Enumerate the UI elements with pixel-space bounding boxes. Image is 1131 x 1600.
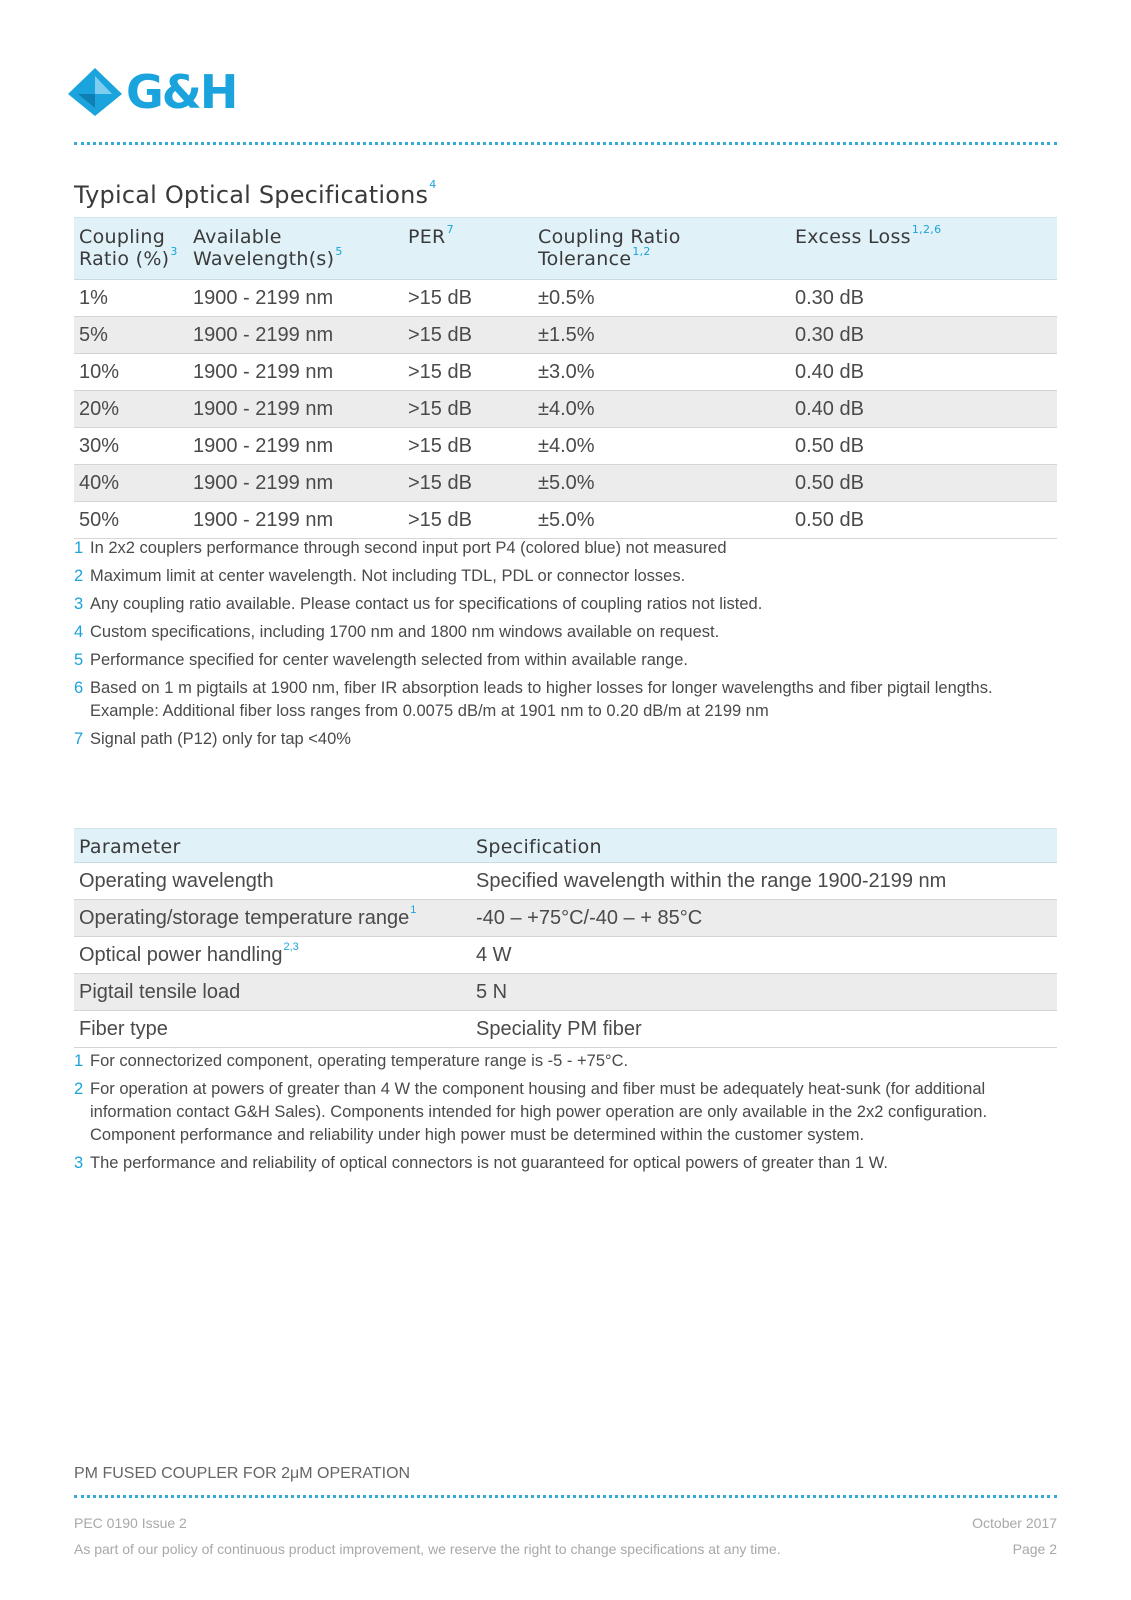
table-row [74,317,1057,354]
table-cell: ±4.0% [533,428,790,465]
table-cell: 40% [74,465,188,502]
footnote-item [74,593,1064,616]
table-cell: 0.40 dB [790,354,1057,391]
table-cell: 5% [74,317,188,354]
footer-product-title: PM FUSED COUPLER FOR 2μM OPERATION [74,1465,411,1482]
footnote-text: Performance specified for center wavelength selected from within available range. [90,651,688,669]
table-row [74,428,1057,465]
parameter-label: Fiber type [79,1017,168,1040]
footnote-number: 2 [74,567,84,585]
footnote-ref: 1 [410,903,417,916]
footnote-text: Custom specifications, including 1700 nm and 1800 nm windows available on request. [90,623,720,641]
footnote-item [74,621,1064,644]
footnote-number: 7 [74,730,84,748]
table-row [74,900,1057,937]
table-row [74,502,1057,539]
diamond-logo-icon [66,66,124,118]
footnote-text: Signal path (P12) only for tap <40% [90,730,351,748]
parameter-footnotes [74,1050,1064,1180]
footnote-text: Based on 1 m pigtails at 1900 nm, fiber IR absorption leads to higher losses for longer wavelengths and fiber pigtail lengths. Example: Additional fiber loss ranges from 0.0075 dB/m at 1901 nm to 0.20 dB/m at 2199 nm [90,679,993,720]
optical-specs-table [74,217,1057,539]
table-cell: >15 dB [403,502,533,539]
table-cell: >15 dB [403,354,533,391]
column-header-tolerance: Coupling Ratio Tolerance$^{1,2}$ [533,218,790,280]
parameter-cell [74,1011,471,1048]
table-cell: ±5.0% [533,465,790,502]
column-header-excess-loss: Excess Loss$^{1,2,6}$ [790,218,1057,280]
table-cell: 1% [74,280,188,317]
specification-cell: Specified wavelength within the range 1900-2199 nm [471,863,1057,900]
table-header-row [74,218,1057,280]
table-cell: >15 dB [403,428,533,465]
table-cell: 1900 - 2199 nm [188,428,403,465]
page-number: Page 2 [1012,1541,1057,1557]
table-cell: 30% [74,428,188,465]
table-cell: >15 dB [403,317,533,354]
table-cell: 50% [74,502,188,539]
table-row [74,863,1057,900]
table-row [74,391,1057,428]
table-row [74,354,1057,391]
company-logo [66,66,236,118]
footnote-number: 5 [74,651,84,669]
parameter-cell [74,937,471,974]
footnote-item [74,1078,1064,1147]
footnote-text: The performance and reliability of optical connectors is not guaranteed for optical powers of greater than 1 W. [90,1154,888,1172]
header-divider [74,142,1057,145]
column-header-coupling-ratio: Coupling Ratio (%)$^3$ [74,218,188,280]
footnote-number: 1 [74,539,84,557]
footnote-number: 3 [74,595,84,613]
specification-cell: Speciality PM fiber [471,1011,1057,1048]
table-cell: 0.50 dB [790,465,1057,502]
table-cell: >15 dB [403,465,533,502]
footer-left [74,1510,781,1562]
footnote-number: 1 [74,1052,84,1070]
table-row [74,974,1057,1011]
footnote-text: Maximum limit at center wavelength. Not including TDL, PDL or connector losses. [90,567,686,585]
footnote-text: Any coupling ratio available. Please contact us for specifications of coupling ratios not listed. [90,595,763,613]
footer-divider [74,1495,1057,1498]
specs-footnotes [74,537,1064,756]
column-header-wavelength: Available $Wavelength(s)^5$ [188,218,403,280]
parameter-label: Operating wavelength [79,869,274,892]
document-id: PEC 0190 Issue 2 [74,1515,187,1531]
specification-cell: 4 W [471,937,1057,974]
table-cell: >15 dB [403,280,533,317]
footnote-item [74,537,1064,560]
parameter-label: Pigtail tensile load [79,980,241,1003]
parameter-cell [74,863,471,900]
table-cell: 20% [74,391,188,428]
table-cell: 1900 - 2199 nm [188,354,403,391]
logo-text: G&H [126,65,237,119]
footnote-text: For connectorized component, operating temperature range is -5 - +75°C. [90,1052,629,1070]
table-cell: 1900 - 2199 nm [188,280,403,317]
footnote-number: 4 [74,623,84,641]
footnote-item [74,728,1064,751]
table-cell: 0.50 dB [790,428,1057,465]
footnote-item [74,565,1064,588]
disclaimer: As part of our policy of continuous product improvement, we reserve the right to change specifications at any time. [74,1541,781,1557]
column-header-specification: Specification [471,829,1057,863]
table-cell: 0.40 dB [790,391,1057,428]
table-header-row [74,829,1057,863]
footnote-text: For operation at powers of greater than 4 W the component housing and fiber must be adequately heat-sunk (for additional information contact G&H Sales). Components intended for high power operation are only available in the 2x2 configuration. Component performance and reliability under high power must be determined within the customer system. [90,1080,988,1144]
section-title: Typical Optical Specifications$^4$ [74,178,437,209]
table-cell: 1900 - 2199 nm [188,465,403,502]
table-cell: 1900 - 2199 nm [188,317,403,354]
specification-cell: -40 – +75°C/-40 – + 85°C [471,900,1057,937]
table-cell: ±1.5% [533,317,790,354]
table-row [74,280,1057,317]
table-row [74,1011,1057,1048]
footer-right [972,1510,1057,1562]
column-header-per: PER$^7$ [403,218,533,280]
specification-cell: 5 N [471,974,1057,1011]
parameter-label: Optical power handling [79,943,283,966]
table-cell: 0.30 dB [790,317,1057,354]
table-cell: ±4.0% [533,391,790,428]
table-cell: 1900 - 2199 nm [188,391,403,428]
table-cell: ±5.0% [533,502,790,539]
parameter-cell [74,900,471,937]
table-row [74,937,1057,974]
table-cell: ±0.5% [533,280,790,317]
footnote-item [74,1050,1064,1073]
footnote-item [74,677,1064,723]
footnote-item [74,649,1064,672]
table-cell: 10% [74,354,188,391]
table-cell: 0.30 dB [790,280,1057,317]
footnote-text: In 2x2 couplers performance through second input port P4 (colored blue) not measured [90,539,727,557]
footnote-item [74,1152,1064,1175]
footnote-number: 2 [74,1080,84,1098]
table-cell: >15 dB [403,391,533,428]
column-header-parameter: Parameter [74,829,471,863]
table-cell: 0.50 dB [790,502,1057,539]
parameter-table [74,828,1057,1048]
table-cell: ±3.0% [533,354,790,391]
table-row [74,465,1057,502]
footnote-number: 6 [74,679,84,697]
parameter-label: Operating/storage temperature range [79,906,410,929]
document-date: October 2017 [972,1515,1057,1531]
footnote-ref: 2,3 [283,940,299,953]
parameter-cell [74,974,471,1011]
footnote-number: 3 [74,1154,84,1172]
table-cell: 1900 - 2199 nm [188,502,403,539]
